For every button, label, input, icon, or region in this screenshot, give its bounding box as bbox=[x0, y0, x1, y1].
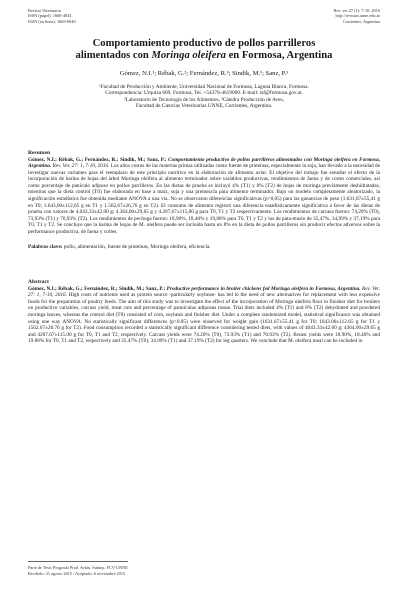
issn-print: ISSN (papel): 1668-4834 bbox=[28, 13, 72, 19]
resumen-body bbox=[28, 157, 380, 236]
journal-url[interactable]: http://revistas.unne.edu.ar bbox=[335, 13, 380, 19]
affiliation-line: ¹Facultad de Producción y Ambiente, Universidad Nacional de Formosa, Laguna Blanca, Formosa. bbox=[99, 83, 309, 90]
title-line-2 bbox=[28, 50, 380, 62]
keywords-text: pollo, alimentación, fuente de proteínas, Moringa oleifera, eficiencia. bbox=[62, 244, 211, 251]
citation-authors: Gómez, N.I.; Rébak, G.; Fernández, R.; Sindik, M.; Sanz, P.: bbox=[28, 285, 166, 292]
affiliation-line: Facultad de Ciencias Veterinarias UNNE, Corrientes, Argentina. bbox=[135, 103, 273, 110]
footnote-dates: Recibido: 21 agosto 2015 / Aceptado: 6 noviembre 2015 bbox=[28, 570, 126, 576]
citation-journal: Rev. Vet. 27: 1, 7-10, 2016. bbox=[28, 285, 380, 299]
citation-authors: Gómez, N.I.; Rébak, G.; Fernández, R.; Sindik, M.; Sanz, P.: bbox=[28, 156, 167, 163]
abstract-body bbox=[28, 286, 380, 345]
footnote-thesis: Parte de Tesis Posgrado Prod. Avián. Subtop. FCV-UNNE bbox=[28, 565, 128, 570]
citation-journal: Rev. Vet. 27: 1, 7-10, 2016. bbox=[51, 163, 110, 170]
citation-title: Productive performance in broiler chickens fed Moringa oleifera in Formosa, Argentina. bbox=[165, 285, 361, 292]
abstract-text: High costs of nutrients used as protein source -particularly soybean- has led to the need of new alternatives for replacement with less expensive foods for the preparation of poultry feeds. The aim of this study was to investigate the effect of the incorporation of Moringa oleifera flour in finisher diet for broilers on productive variables, carcass yield, meat cuts and percentage of panniculus adiposus tissue. Trial diets included 4% (T1) and 8% (T2) dehydrated and powdered moringa leaves, whereas the control diet (T0) consisted of corn, soybean and finisher diet. Under a complete randomized model, statistical significance was obtained using one way ANOVA. No statistically significant differences (p>0.05) were observed for weight gain (1631.67±55.41 g for T0; 1643.00±112.65 g for T1 y 1562.67±26.76 g for T2). Food consumption recorded a statistically significant difference considering tested diets, with values of 4043.33±42.00 g; 4364.00±29.65 g and 4207.67±115.00 g for T0, T1 and T2, respectively. Carcass yields were 74.20% (T0), 73.93% (T1) and 70.93% (T2). Breast yields were 18.90%, 18.40% and 19.88% for T0, T1 and T2, respectively and 35.47% (T0), 34.99% (T1) and 37.19% (T2) for leg quarters. We conclude that M. oleifera meal can be included in bbox=[28, 292, 380, 345]
journal-name: Revista Veterinaria bbox=[28, 8, 61, 13]
footnote bbox=[28, 565, 128, 576]
title-line-1: Comportamiento productivo de pollos parrilleros bbox=[92, 37, 316, 49]
footnote-divider bbox=[28, 561, 128, 562]
title-text: alimentados con bbox=[75, 50, 152, 62]
title-text: en Formosa, Argentina bbox=[225, 50, 333, 62]
keywords-label: Palabras clave: bbox=[28, 244, 63, 251]
resumen-section bbox=[28, 150, 380, 236]
article-title bbox=[28, 38, 380, 63]
affiliations bbox=[28, 84, 380, 110]
citation-title: Comportamiento productivo de pollos parrilleros alimentados con Moringa oleifera en Formosa, Argentina. bbox=[28, 156, 381, 170]
abstract-section bbox=[28, 279, 380, 345]
correspondence-line: Correspondencia: Urquiza 609, Formosa, Tel. +54370-4619009. E-mail: isf@formosa.gov.ar. bbox=[105, 90, 303, 97]
species-name: Moringa oleifera bbox=[151, 50, 226, 62]
abstract-heading: Abstract bbox=[28, 278, 49, 285]
keywords bbox=[28, 244, 380, 251]
journal-location: Corrientes, Argentina bbox=[343, 18, 380, 24]
affiliation-line: ²Laboratorio de Tecnología de los Alimentos, ³Cátedra Producción de Aves, bbox=[124, 96, 284, 103]
author-list: Gómez, N.I.¹; Rébak, G.²; Fernández, R.³; Sindik, M.¹; Sanz, P.¹ bbox=[119, 69, 289, 77]
issn-online: ISSN (en línea): 1669-6840 bbox=[28, 18, 76, 24]
resumen-heading: Resumen bbox=[28, 149, 51, 156]
journal-info bbox=[28, 8, 76, 24]
issue-info bbox=[334, 8, 380, 24]
resumen-text: Los altos costos de las materias primas utilizadas como fuente de proteínas, especialmente la soja, han llevado a la necesidad de investigar nuevas variantes para el reemplazo de este principio nutritivo en la elaboración de alimento aviar. El objetivo del trabajo fue estudiar el efecto de la incorporación de harina de hojas del árbol Moringa oleifera al alimento terminador sobre variables productivas, rendimientos de faena y de cortes comerciales, así como porcentaje de panículo adiposo en pollos parrilleros. En las dietas de prueba se incluyó 4% (T1) y 8% (T2) de hojas de moringa previamente deshidratadas, mientras que la dieta control (T0) fue elaborada en base a maíz, soja y una premezcla para alimento terminador. Bajo un modelo completamente aleatorizado, la significación estadística fue obtenida mediante ANOVA a una vía. No se observaron diferencias significativas (p>0,05) para las ganancias de peso (1.631,67±55,41 g en T0; 1.643,00±112,65 g en T1 y 1.562,67±26,76 g en T2). El consumo de alimento registró una diferencia estadísticamente significativa a favor de las dietas de prueba con valores de 4.043,33±42,00 g; 4.364,00±29,65 g y 4.207,67±115,00 g para T0, T1 y T2 respectivamente. Los rendimientos de carcasa fueron: 74,20% (T0), 73,93% (T1) y 70,93% (T2). Los rendimientos de pechuga fueron: 18,90%, 18,40% y 19,88% para T0, T1 y T2 y los de pata-muslo de 35,47%, 34,99% y 37,19% para T0, T1 y T2. Se concluye que la harina de hojas de M. oleifera puede ser incluida hasta un 8% en la dieta de pollos parrilleros sin producir efectos adversos sobre la performance productiva, de faena y cortes. bbox=[28, 163, 380, 235]
running-header bbox=[28, 8, 380, 24]
issue-citation: Rev. vet 27 (1): 7-10, 2016 bbox=[333, 8, 380, 13]
